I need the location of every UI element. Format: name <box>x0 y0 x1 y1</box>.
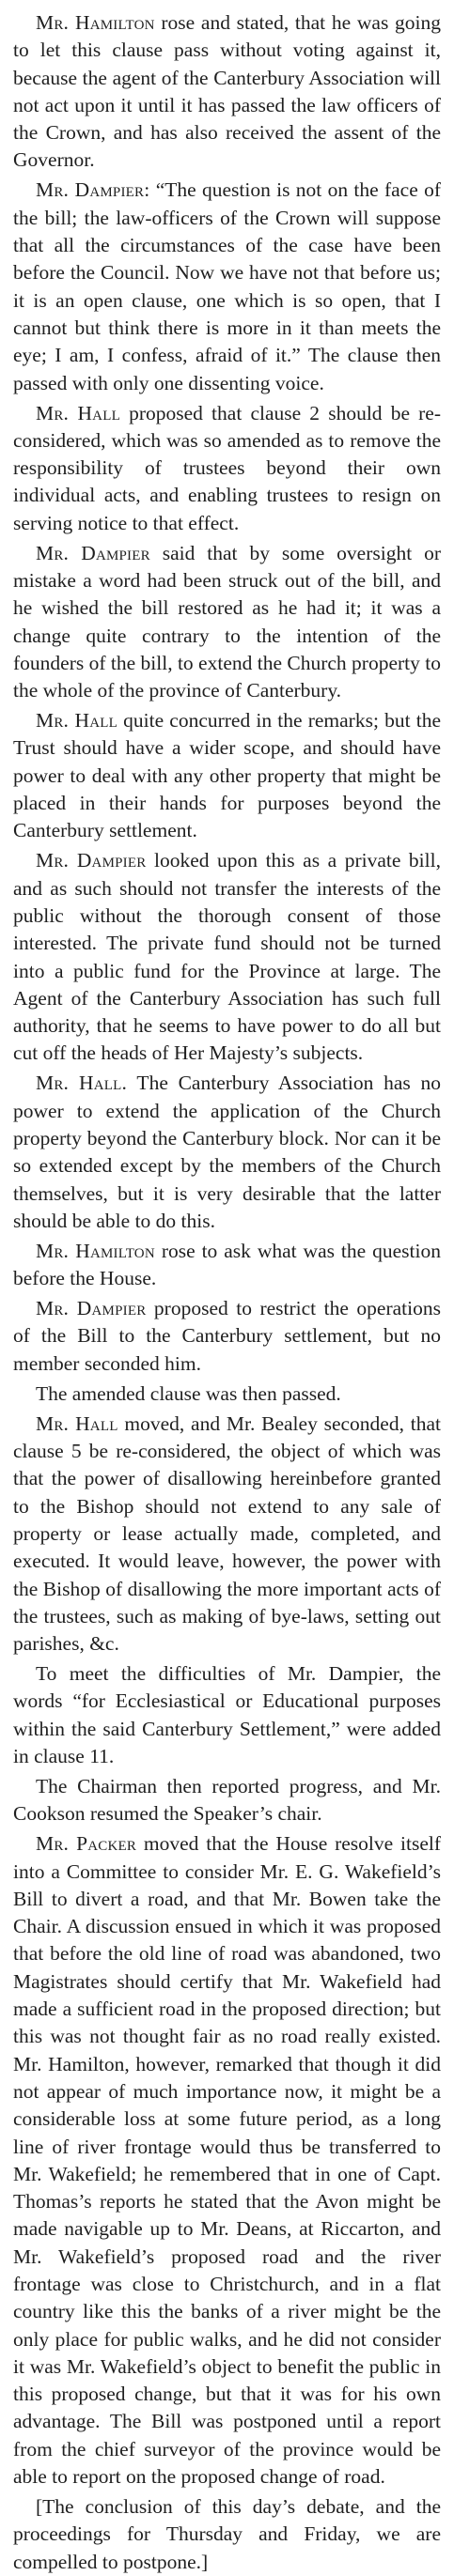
speaker-name: Mr. Dampier <box>36 849 147 872</box>
speaker-name: Mr. Hamilton <box>36 11 155 34</box>
paragraph <box>13 177 441 396</box>
speaker-name: Mr. Hamilton <box>36 1239 155 1262</box>
speaker-name: Mr. Packer <box>36 1832 137 1856</box>
paragraph <box>13 1660 441 1770</box>
paragraph-text: looked upon this as a private bill, and as such should not transfer the interests of the public without the thorough consent of those interested. The private fund should not be turned into a public fund for the Province at large. The Agent of the Canterbury Association has such full authority, that he seems to have power to do all but cut off the heads of Her Majesty’s subjects. <box>13 849 441 1065</box>
paragraph-text: proposed that clause 2 should be re-considered, which was so amended as to remove the responsibility of trustees beyond their own individual acts, and enabling trustees to resign on serving notice to that effect. <box>13 401 441 534</box>
paragraph <box>13 1411 441 1658</box>
paragraph <box>13 540 441 705</box>
paragraph-text: moved that the House resolve itself into a Committee to consider Mr. E. G. Wakefield’s Bill to divert a road, and that Mr. Bowen take the Chair. A discussion ensued in which it was proposed that before the old line of road was abandoned, two Magistrates should certify that Mr. Wakefield had made a sufficient road in the proposed direction; but this was not thought fair as no road really existed. Mr. Hamilton, however, remarked that though it did not appear of much importance now, it might be a considerable loss at some future period, as a long line of river frontage would thus be transferred to Mr. Wakefield; he remembered that in one of Capt. Thomas’s reports he stated that the Avon might be made navigable up to Mr. Deans, at Riccarton, and Mr. Wakefield’s proposed road and the river frontage was close to Christchurch, and in a flat country like this the banks of a river might be the only place for public walks, and he did not consider it was Mr. Wakefield’s object to benefit the public in this proposed change, but that it was for his own advantage. The Bill was postponed until a report from the chief surveyor of the province would be able to report on the proposed change of road. <box>13 1832 441 2489</box>
speaker-name: Mr. Dampier <box>36 1297 147 1320</box>
paragraph <box>13 847 441 1067</box>
paragraph-text: The amended clause was then passed. <box>36 1381 341 1405</box>
paragraph <box>13 1830 441 2491</box>
paragraph <box>13 1381 441 1408</box>
paragraph <box>13 707 441 844</box>
paragraph-text: said that by some oversight or mistake a word had been struck out of the bill, and he wished the bill restored as he had it; it was a change quite contrary to the intention of the founders of the bill, to extend the Church property to the whole of the province of Canterbury. <box>13 541 442 702</box>
paragraph-text: quite concurred in the remarks; but the Trust should have a wider scope, and should have power to deal with any other property that might be placed in their hands for purposes beyond the Canterbury settlement. <box>13 709 441 842</box>
paragraph-text: proposed to restrict the operations of the Bill to the Canterbury settlement, but no member seconded him. <box>13 1297 441 1375</box>
paragraph-text: moved, and Mr. Bealey seconded, that clause 5 be re-considered, the object of which was that the power of disallowing hereinbefore granted to the Bishop should not extend to any sale of property or lease actually made, completed, and executed. It would leave, however, the power with the Bishop of disallowing the more important acts of the trustees, such as making of bye-laws, setting out parishes, &c. <box>13 1411 442 1656</box>
paragraph <box>13 1070 441 1235</box>
paragraph <box>13 1773 441 1828</box>
paragraph-text: rose to ask what was the question before the House. <box>13 1239 441 1290</box>
speaker-name: Mr. Hall <box>36 401 120 424</box>
editorial-note <box>13 2493 441 2576</box>
speaker-name: Mr. Hall <box>36 709 117 733</box>
paragraph <box>13 1238 441 1293</box>
speaker-name: Mr. Dampier: <box>36 178 150 202</box>
paragraph-text: The Chairman then reported progress, and Mr. Cookson resumed the Speaker’s chair. <box>13 1774 441 1826</box>
paragraph-text: “The question is not on the face of the bill; the law-officers of the Crown will suppose that all the circumstances of the case have been before the Council. Now we have not that before us; it is an open clause, one which is so open, that I cannot but think there is more in it than meets the eye; I am, I confess, afraid of it.” The clause then passed with only one dissenting voice. <box>13 178 441 394</box>
paragraph-text: The Canterbury Association has no power to extend the application of the Church property beyond the Canterbury block. Nor can it be so extended except by the members of the Church themselves, but it is very desirable that the latter should be able to do this. <box>13 1072 441 1232</box>
paragraph <box>13 400 441 537</box>
paragraph <box>13 9 441 175</box>
paragraph-text: To meet the difficulties of Mr. Dampier, the words “for Ecclesiastical or Educational purposes within the said Canterbury Settlement,” were added in clause 11. <box>13 1662 441 1767</box>
paragraph <box>13 1295 441 1378</box>
speaker-name: Mr. Hall. <box>36 1072 128 1095</box>
paragraph-text: rose and stated, that he was going to let this clause pass without voting against it, because the agent of the Canterbury Association will not act upon it until it has passed the law officers of the Crown, and has also received the assent of the Governor. <box>13 11 442 172</box>
paragraph-text: [The conclusion of this day’s debate, and the proceedings for Thursday and Friday, we are compelled to postpone.] <box>13 2495 441 2573</box>
speaker-name: Mr. Dampier <box>36 541 150 564</box>
speaker-name: Mr. Hall <box>36 1411 118 1435</box>
